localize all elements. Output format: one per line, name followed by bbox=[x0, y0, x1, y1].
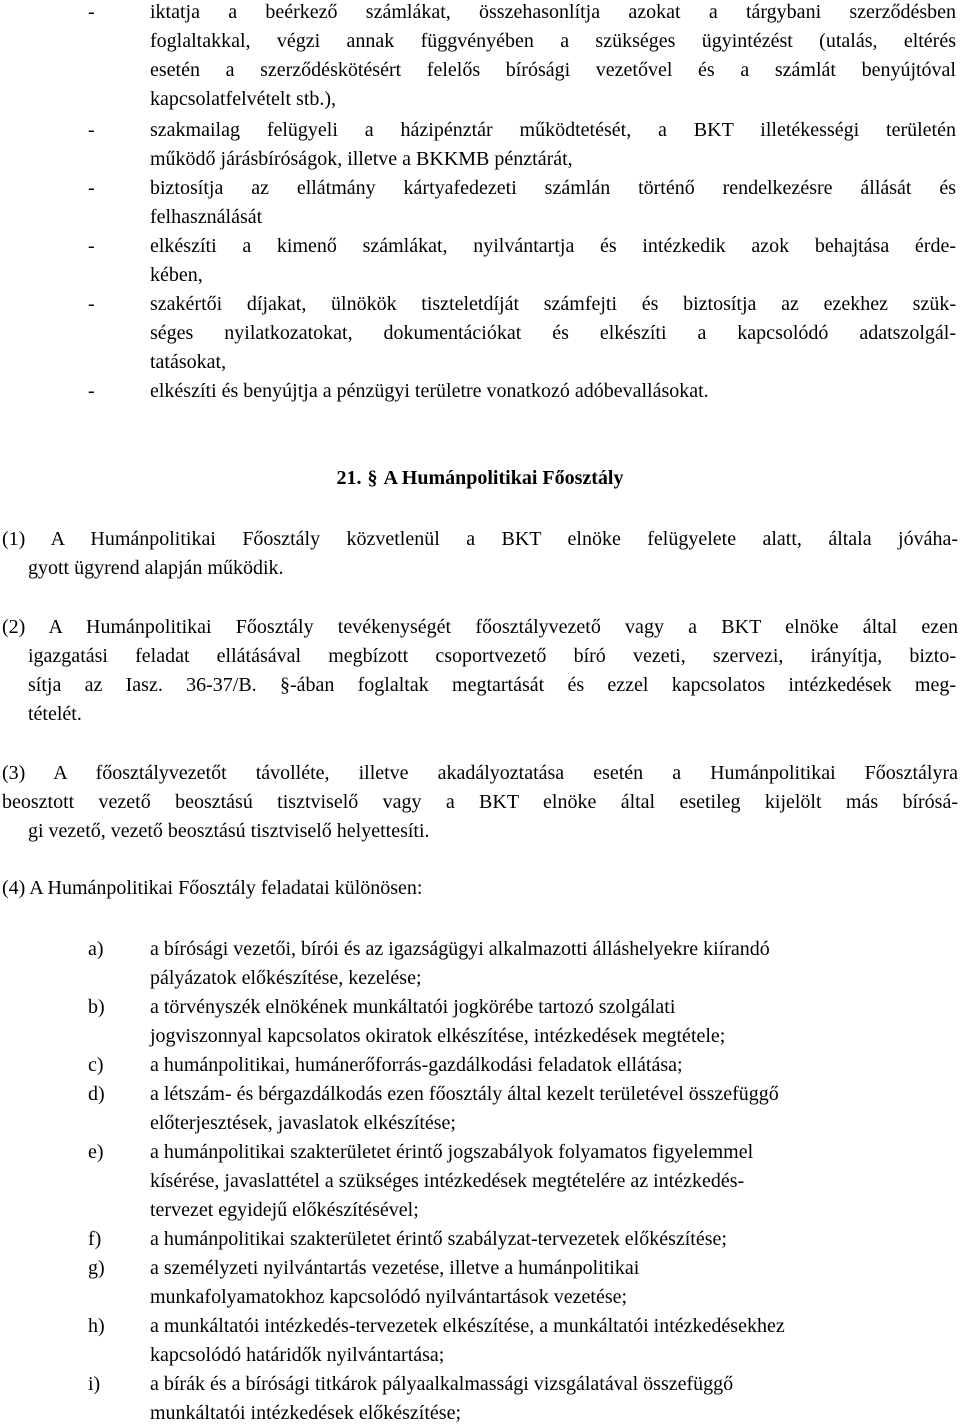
task-line: kísérése, javaslattétel a szükséges intézkedések megtételére az intézkedés- bbox=[150, 1170, 745, 1192]
task-letter: i) bbox=[88, 1373, 101, 1395]
bullet-line: működő járásbíróságok, illetve a BKKMB pénztárát, bbox=[150, 148, 573, 170]
paragraph-line: (4) A Humánpolitikai Főosztály feladatai különösen: bbox=[2, 877, 423, 899]
task-line: pályázatok előkészítése, kezelése; bbox=[150, 967, 422, 989]
bullet-line: elkészíti és benyújtja a pénzügyi területre vonatkozó adóbevallásokat. bbox=[150, 380, 709, 402]
bullet-line: kében, bbox=[150, 264, 203, 286]
task-line: a humánpolitikai szakterületet érintő jogszabályok folyamatos figyelemmel bbox=[150, 1141, 754, 1163]
bullet-line: kapcsolatfelvételt stb.), bbox=[150, 88, 337, 110]
bullet-line: foglaltakkal, végzi annak függvényében a szükséges ügyintézést (utalás, eltérés bbox=[150, 30, 956, 52]
paragraph-line: beosztott vezető beosztású tisztviselő vagy a BKT elnöke által esetileg kijelölt más bírósá- bbox=[2, 791, 958, 813]
paragraph-line: gyott ügyrend alapján működik. bbox=[28, 557, 284, 579]
task-letter: a) bbox=[88, 938, 104, 960]
task-line: munkafolyamatokhoz kapcsolódó nyilvántartások vezetése; bbox=[150, 1286, 628, 1308]
task-letter: g) bbox=[88, 1257, 105, 1279]
paragraph-line: tételét. bbox=[28, 703, 82, 725]
bullet-marker: - bbox=[88, 380, 95, 402]
bullet-line: esetén a szerződéskötésért felelős bírósági vezetővel és a számlát benyújtóval bbox=[150, 59, 956, 81]
task-letter: e) bbox=[88, 1141, 104, 1163]
task-line: a személyzeti nyilvántartás vezetése, illetve a humánpolitikai bbox=[150, 1257, 640, 1279]
bullet-line: séges nyilatkozatokat, dokumentációkat és elkészíti a kapcsolódó adatszolgál- bbox=[150, 322, 956, 344]
paragraph-line: sítja az Iasz. 36-37/B. §-ában foglaltak megtartását és ezzel kapcsolatos intézkedések meg- bbox=[28, 674, 956, 696]
paragraph-line: (1) A Humánpolitikai Főosztály közvetlenül a BKT elnöke felügyelete alatt, általa jóváha- bbox=[2, 528, 958, 550]
bullet-marker: - bbox=[88, 235, 95, 257]
task-letter: b) bbox=[88, 996, 105, 1018]
section-title: A Humánpolitikai Főosztály bbox=[383, 467, 624, 489]
task-letter: c) bbox=[88, 1054, 104, 1076]
paragraph-line: (3) A főosztályvezetőt távolléte, illetve akadályoztatása esetén a Humánpolitikai Főosztályra bbox=[2, 762, 958, 784]
section-heading bbox=[0, 466, 960, 490]
task-line: munkáltatói intézkedések előkészítése; bbox=[150, 1402, 461, 1424]
bullet-marker: - bbox=[88, 177, 95, 199]
bullet-line: szakértői díjakat, ülnökök tiszteletdíját számfejti és biztosítja az ezekhez szük- bbox=[150, 293, 956, 315]
section-sign: § bbox=[367, 467, 378, 489]
bullet-marker: - bbox=[88, 293, 95, 315]
task-line: a bírák és a bírósági titkárok pályaalkalmassági vizsgálatával összefüggő bbox=[150, 1373, 734, 1395]
task-line: a létszám- és bérgazdálkodás ezen főosztály által kezelt területével összefüggő bbox=[150, 1083, 779, 1105]
task-line: tervezet egyidejű előkészítésével; bbox=[150, 1199, 419, 1221]
task-line: jogviszonnyal kapcsolatos okiratok elkészítése, intézkedések megtétele; bbox=[150, 1025, 726, 1047]
bullet-line: tatásokat, bbox=[150, 351, 227, 373]
task-line: a törvényszék elnökének munkáltatói jogkörébe tartozó szolgálati bbox=[150, 996, 676, 1018]
task-line: a munkáltatói intézkedés-tervezetek elkészítése, a munkáltatói intézkedésekhez bbox=[150, 1315, 785, 1337]
bullet-line: biztosítja az ellátmány kártyafedezeti számlán történő rendelkezésre állását és bbox=[150, 177, 956, 199]
bullet-marker: - bbox=[88, 119, 95, 141]
task-line: a bírósági vezetői, bírói és az igazságügyi alkalmazotti álláshelyekre kiírandó bbox=[150, 938, 770, 960]
bullet-line: szakmailag felügyeli a házipénztár működtetését, a BKT illetékességi területén bbox=[150, 119, 956, 141]
task-line: a humánpolitikai, humánerőforrás-gazdálkodási feladatok ellátása; bbox=[150, 1054, 683, 1076]
bullet-line: elkészíti a kimenő számlákat, nyilvántartja és intézkedik azok behajtása érde- bbox=[150, 235, 956, 257]
task-line: a humánpolitikai szakterületet érintő szabályzat-tervezetek előkészítése; bbox=[150, 1228, 727, 1250]
section-number: 21. bbox=[336, 467, 362, 489]
task-line: kapcsolódó határidők nyilvántartása; bbox=[150, 1344, 445, 1366]
bullet-line: felhasználását bbox=[150, 206, 263, 228]
task-letter: h) bbox=[88, 1315, 105, 1337]
paragraph-line: gi vezető, vezető beosztású tisztviselő helyettesíti. bbox=[28, 820, 430, 842]
task-letter: f) bbox=[88, 1228, 102, 1250]
task-line: előterjesztések, javaslatok elkészítése; bbox=[150, 1112, 456, 1134]
bullet-line: iktatja a beérkező számlákat, összehasonlítja azokat a tárgybani szerződésben bbox=[150, 1, 956, 23]
paragraph-line: igazgatási feladat ellátásával megbízott csoportvezető bíró vezeti, szervezi, irányítja, bizto- bbox=[28, 645, 956, 667]
paragraph-line: (2) A Humánpolitikai Főosztály tevékenységét főosztályvezető vagy a BKT elnöke által ezen bbox=[2, 616, 958, 638]
task-letter: d) bbox=[88, 1083, 105, 1105]
bullet-marker: - bbox=[88, 1, 95, 23]
